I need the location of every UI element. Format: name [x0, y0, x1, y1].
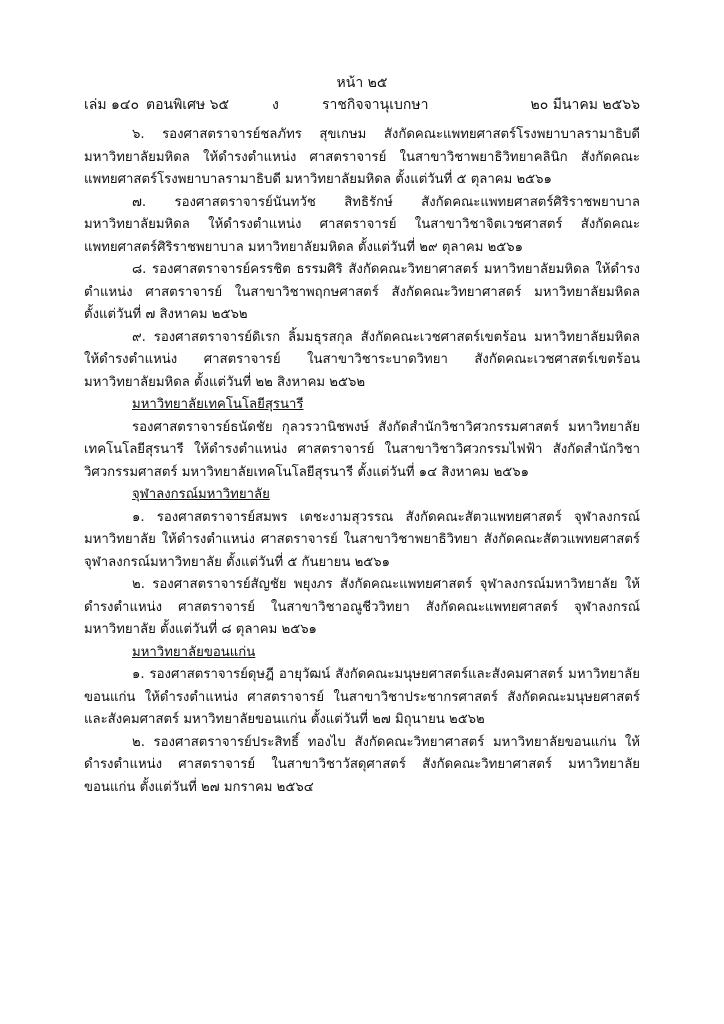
header-issue: ตอนพิเศษ ๖๕ [146, 97, 230, 113]
appointment-paragraph: ๑. รองศาสตราจารย์ดุษฎี อายุวัฒน์ สังกัดคณะมนุษยศาสตร์และสังคมศาสตร์ มหาวิทยาลัยขอนแก่น ให้ดำรงตำแหน่ง ศาสตราจารย์ ในสาขาวิชาประชากรศาสตร์ สังกัดคณะมนุษยศาสตร์และสังคมศาสตร์ มหาวิทยาลัยขอนแก่น ตั้งแต่วันที่ ๒๗ มิถุนายน ๒๕๖๒ [84, 667, 640, 727]
university-heading: มหาวิทยาลัยเทคโนโลยีสุรนารี [132, 397, 304, 412]
appointment-paragraph: ๒. รองศาสตราจารย์ประสิทธิ์ ทองไบ สังกัดคณะวิทยาศาสตร์ มหาวิทยาลัยขอนแก่น ให้ดำรงตำแหน่ง ศาสตราจารย์ ในสาขาวิชาวัสดุศาสตร์ สังกัดคณะวิทยาศาสตร์ มหาวิทยาลัยขอนแก่น ตั้งแต่วันที่ ๒๗ มกราคม ๒๕๖๔ [84, 734, 640, 795]
appointment-paragraph: ๙. รองศาสตราจารย์ดิเรก ลิ้มมธุรสกุล สังกัดคณะเวชศาสตร์เขตร้อน มหาวิทยาลัยมหิดล ให้ดำรงตำแหน่ง ศาสตราจารย์ ในสาขาวิชาระบาดวิทยา สังกัดคณะเวชศาสตร์เขตร้อน มหาวิทยาลัยมหิดล ตั้งแต่วันที่ ๒๒ สิงหาคม ๒๕๖๒ [84, 329, 640, 390]
document-body [84, 124, 640, 799]
page-number: หน้า ๒๕ [336, 75, 388, 91]
appointment-paragraph: ๒. รองศาสตราจารย์สัญชัย พยุงภร สังกัดคณะแพทยศาสตร์ จุฬาลงกรณ์มหาวิทยาลัย ให้ดำรงตำแหน่ง ศาสตราจารย์ ในสาขาวิชาอณูชีววิทยา สังกัดคณะแพทยศาสตร์ จุฬาลงกรณ์มหาวิทยาลัย ตั้งแต่วันที่ ๘ ตุลาคม ๒๕๖๑ [84, 577, 640, 637]
gazette-header [84, 94, 640, 114]
header-date: ๒๐ มีนาคม ๒๕๖๖ [530, 97, 640, 113]
header-volume: เล่ม ๑๔๐ [84, 97, 140, 113]
appointment-paragraph: ๖. รองศาสตราจารย์ชลภัทร สุขเกษม สังกัดคณะแพทยศาสตร์โรงพยาบาลรามาธิบดี มหาวิทยาลัยมหิดล ให้ดำรงตำแหน่ง ศาสตราจารย์ ในสาขาวิชาพยาธิวิทยาคลินิก สังกัดคณะแพทยศาสตร์โรงพยาบาลรามาธิบดี มหาวิทยาลัยมหิดล ตั้งแต่วันที่ ๕ ตุลาคม ๒๕๖๑ [84, 127, 640, 187]
appointment-paragraph: ๘. รองศาสตราจารย์ครรชิต ธรรมศิริ สังกัดคณะวิทยาศาสตร์ มหาวิทยาลัยมหิดล ให้ดำรงตำแหน่ง ศาสตราจารย์ ในสาขาวิชาพฤกษศาสตร์ สังกัดคณะวิทยาศาสตร์ มหาวิทยาลัยมหิดล ตั้งแต่วันที่ ๗ สิงหาคม ๒๕๖๒ [84, 262, 640, 322]
appointment-paragraph: รองศาสตราจารย์ธนัดชัย กุลวรวานิชพงษ์ สังกัดสำนักวิชาวิศวกรรมศาสตร์ มหาวิทยาลัยเทคโนโลยีสุรนารี ให้ดำรงตำแหน่ง ศาสตราจารย์ ในสาขาวิชาวิศวกรรมไฟฟ้า สังกัดสำนักวิชาวิศวกรรมศาสตร์ มหาวิทยาลัยเทคโนโลยีสุรนารี ตั้งแต่วันที่ ๑๔ สิงหาคม ๒๕๖๑ [84, 419, 640, 480]
university-heading: จุฬาลงกรณ์มหาวิทยาลัย [132, 487, 270, 502]
appointment-paragraph: ๑. รองศาสตราจารย์สมพร เตชะงามสุวรรณ สังกัดคณะสัตวแพทยศาสตร์ จุฬาลงกรณ์มหาวิทยาลัย ให้ดำรงตำแหน่ง ศาสตราจารย์ ในสาขาวิชาพยาธิวิทยา สังกัดคณะสัตวแพทยศาสตร์ จุฬาลงกรณ์มหาวิทยาลัย ตั้งแต่วันที่ ๕ กันยายน ๒๕๖๑ [84, 509, 640, 570]
appointment-paragraph: ๗. รองศาสตราจารย์นันทวัช สิทธิรักษ์ สังกัดคณะแพทยศาสตร์ศิริราชพยาบาล มหาวิทยาลัยมหิดล ให้ดำรงตำแหน่ง ศาสตราจารย์ ในสาขาวิชาจิตเวชศาสตร์ สังกัดคณะแพทยศาสตร์ศิริราชพยาบาล มหาวิทยาลัยมหิดล ตั้งแต่วันที่ ๒๙ ตุลาคม ๒๕๖๑ [84, 194, 640, 255]
university-heading: มหาวิทยาลัยขอนแก่น [132, 644, 256, 660]
header-gazette-name: ราชกิจจานุเบกษา [322, 97, 429, 113]
header-section: ง [272, 97, 279, 113]
